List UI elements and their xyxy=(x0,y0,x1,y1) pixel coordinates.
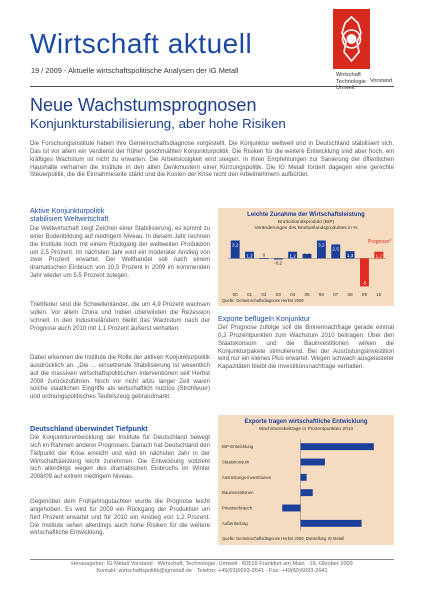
logo-caption xyxy=(336,72,366,92)
chart-tick-label: 08 xyxy=(347,292,353,297)
chart-data-label: -0,2 xyxy=(274,260,283,266)
chart-data-label: 0,8 xyxy=(303,252,311,258)
chart-subtitle: Wachstumsbeiträge in Prozentpunkten 2010 xyxy=(258,427,354,432)
chart-data-label: 1,2 xyxy=(375,253,383,259)
chart-tick-label: 07 xyxy=(333,292,339,297)
chart-tick-label: 01 xyxy=(246,292,253,297)
chart-tick-label: 00 xyxy=(232,292,238,297)
chart-data-label: 3,2 xyxy=(318,242,325,248)
intro-paragraph: Die Forschungsinstitute haben ihre Gemeinschaftsdiagnose vorgestellt. Die Konjunktur weltweit und in Deutschland stabilisiert sich. Das ist vor allem ein Verdienst der früher geschmähten Konjunkturpolitik. Die Risiken für die weitere Entwicklung sind aber hoch, ein kräftiges Wachstum ist nicht zu erwarten. Die Arbeitslosigkeit wird steigen. In ihren Empfehlungen zur Sanierung der öffentlichen Haushalte verharren die Institute in den alten Denkmustern einer Kürzungspolitik. Die IG Metall fordert dagegen eine gerechte Steuerpolitik, die die Einnahmeseite stärkt und die Kosten der Krise nicht den Arbeitnehmern aufbürdet. xyxy=(30,140,394,179)
chart-data-label: 1,3 xyxy=(346,253,354,259)
paragraph-schwellenlaender: Triebfeder sind die Schwellenländer, die um 4,9 Prozent wachsen sollen. Vor allem China und Indien überwinden die Rezession schnell. In den Industrieländern bleibt das Wachstum nach der Prognose auch 2010 mit 1,1 Prozent äußerst verhalten. xyxy=(30,301,210,332)
forecast-label: Prognose* xyxy=(368,239,392,245)
logo-side-caption: Vorstand xyxy=(370,78,393,84)
section-heading-line: stabilisiert Weltwirtschaft xyxy=(30,214,109,223)
logo-caption-line: Wirtschaft xyxy=(336,72,361,78)
header-divider xyxy=(30,86,394,87)
chart-category-label: Bauinvestitionen xyxy=(222,490,254,496)
chart-tick-label: 10 xyxy=(376,292,382,297)
chart-tick-label: 04 xyxy=(290,292,296,297)
chart-subtitle: Bruttoinlandsprodukt (BIP) xyxy=(277,220,335,225)
logo-caption-line: Technologie xyxy=(336,78,366,85)
chart-bar xyxy=(301,520,362,527)
headline: Neue Wachstumsprognosen xyxy=(30,95,257,115)
chart-category-label: Ausrüstungs-investitionen xyxy=(222,474,272,480)
newsletter-title: Wirtschaft aktuell xyxy=(30,28,253,59)
footer-publisher: Herausgeber: IG Metall Vorstand · Wirtschaft, Technologie, Umwelt · 60519 Frankfurt am Main · 16. Oktober 2009 xyxy=(71,561,353,567)
chart-title: Exporte tragen wirtschaftliche Entwicklung xyxy=(244,419,368,425)
chart-tick-label: 05 xyxy=(304,292,310,297)
chart-tick-label: 02 xyxy=(261,292,267,297)
subheadline: Konjunkturstabilisierung, aber hohe Risiken xyxy=(30,116,286,131)
chart-category-label: Staatskonsum xyxy=(222,459,250,465)
chart-category-label: BIP-Entwicklung xyxy=(222,444,254,450)
ig-metall-logo xyxy=(333,9,370,69)
chart-bar xyxy=(301,443,374,450)
chart-category-label: Privatverbrauch xyxy=(222,505,253,511)
chart-bar xyxy=(274,258,283,259)
chart-data-label: 3,2 xyxy=(231,242,239,248)
paragraph-weltwirtschaft: Die Weltwirtschaft zeigt Zeichen einer Stabilisierung, es kommt zu einer Bodenbildung auf niedrigem Niveau. In diesem Jahr rechnen die Institute noch mit einem Rückgang der weltweiten Produktion um 2,5 Prozent. Im nächsten Jahr wird ein moderater Anstieg von zwei Prozent erwartet. Der Welthandel soll nach einem dramatischen Einbruch von 10,5 Prozent in 2009 im kommenden Jahr wieder um 5,5 Prozent zulegen. xyxy=(30,225,210,280)
chart-title: Leichte Zunahme der Wirtschaftsleistung xyxy=(247,212,365,218)
chart-data-label: -5 xyxy=(362,280,367,286)
paragraph-prognose: Gegenüber dem Frühjahrsgutachten wurde die Prognose leicht angehoben. Es wird für 2009 ein Rückgang der Produktion um fünf Prozent erwartet und für 2010 ein Anstieg von 1,2 Prozent. Die Institute sehen allerdings auch hohe Risiken für die weitere wirtschaftliche Entwicklung. xyxy=(30,498,210,537)
chart-source: Quelle: Gemeinschaftsdiagnose Herbst 2009 xyxy=(222,298,304,303)
chart-tick-label: 03 xyxy=(275,292,281,297)
section-heading-konjunkturpolitik xyxy=(30,207,210,223)
newsletter-issue: 19 / 2009 - Aktuelle wirtschaftspolitische Analysen der IG Metall xyxy=(31,66,239,75)
paragraph-konjunkturpolitik: Dabei erkennen die Institute die Rolle der aktiven Konjunkturpolitik ausdrücklich an. „Die ... einsetzende Stabilisierung ist wesentlich auf die massiven wirtschaftspolitischen Interventionen seit Herbst 2008 zurückzuführen. Noch vor nicht allzu langer Zeit waren solche staatlichen Eingriffe als wirtschaftlich nutzlos (Strohfeuer) und ordnungspolitisches Teufelszeug gebrandmarkt. xyxy=(30,354,210,401)
section-heading-deutschland: Deutschland überwindet Tiefpunkt xyxy=(30,424,148,433)
footer-divider xyxy=(30,559,394,560)
footer-contact: Kontakt: wirtschaftspolitik@igmetall.de · Telefon: +49(69)6693-2641 · Fax: +49(69)6693-2641 xyxy=(96,568,328,574)
paragraph-deutschland: Die Konjunkturentwicklung der Institute für Deutschland bewegt sich im Rahmen anderer Prognosen. Danach hat Deutschland den Tiefpunkt der Krise erreicht und wird im nächsten Jahr in der Wirtschaftsleistung leicht zunehmen. Die Entwicklung vollzieht sich allerdings wegen des dramatischen Einbruchs im Winter 2008/09 auf extrem niedrigem Niveau. xyxy=(30,434,210,481)
logo-caption-line: Umwelt xyxy=(336,85,355,91)
export-contribution-chart xyxy=(218,415,394,545)
chart-data-label: 1,2 xyxy=(246,253,253,259)
paragraph-exporte: Der Prognose zufolge soll die Binnennachfrage gerade einmal 0,2 Prozentpunkten zum Wachstum 2010 beitragen. Über den Staatskonsum und die Bauinvestitionen wirken die Konjunkturpakete stimulierend. Bei der Ausrüstungsinvestition wird nur ein kleines Plus erwartet. Wegen schwach ausgelasteter Kapazitäten bleibt die Investitionsnachfrage verhalten. xyxy=(218,324,394,371)
chart-ylabel: Veränderungen des Bruttoinlandsproduktes in % xyxy=(254,226,358,231)
chart-source: Quelle: Gemeinschaftsdiagnose Herbst 2009, Darstellung IG Metall xyxy=(222,536,344,541)
gdp-growth-chart xyxy=(218,208,394,306)
chart-data-label: 0 xyxy=(262,252,266,258)
chart-category-label: Außenbeitrag xyxy=(222,520,248,526)
section-heading-line: Aktive Konjunkturpolitik xyxy=(30,206,105,215)
chart-bar xyxy=(301,459,325,466)
chart-data-label: 2,5 xyxy=(332,246,339,252)
chart-bar xyxy=(301,489,313,496)
logo-center xyxy=(347,34,357,44)
chart-bar xyxy=(282,505,300,512)
chart-bar xyxy=(259,258,268,259)
section-heading-exporte: Exporte beflügeln Konjunktur xyxy=(218,314,311,323)
chart-tick-label: 09 xyxy=(361,292,368,297)
chart-bar xyxy=(301,474,307,481)
chart-data-label: 1,2 xyxy=(289,253,296,259)
chart-tick-label: 06 xyxy=(318,292,324,297)
